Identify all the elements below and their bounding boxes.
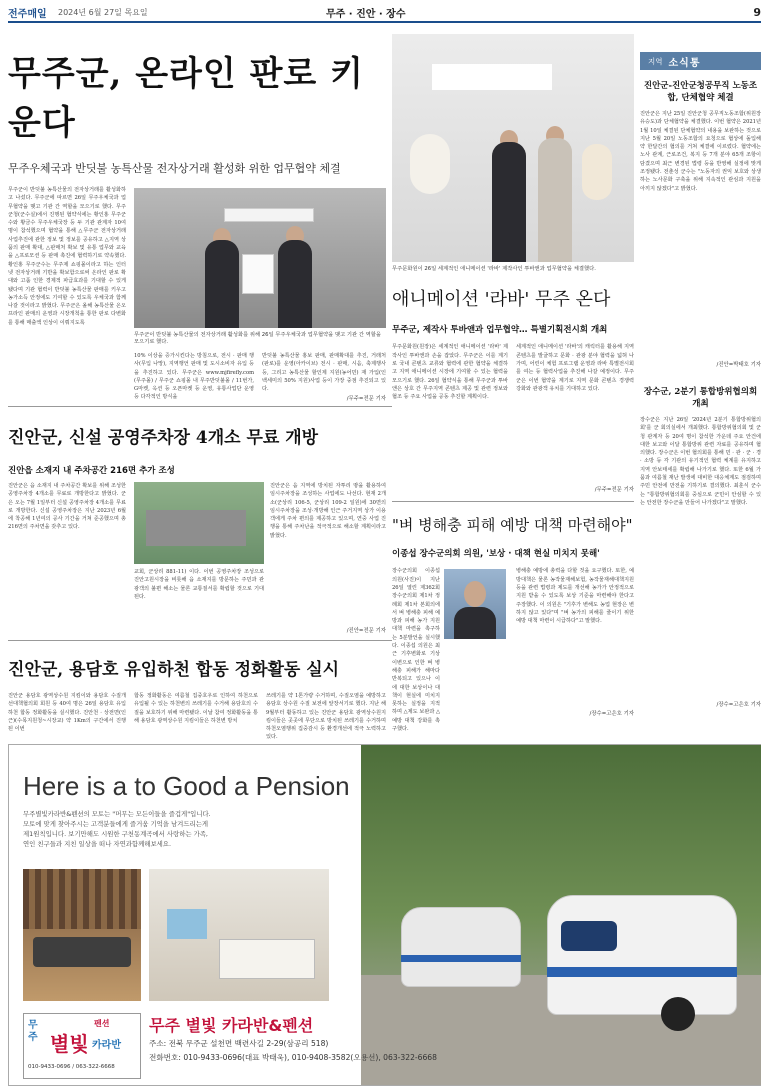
ad-text-line: 연인 친구들과 지친 일상을 떠나 자연과함께해보세요. xyxy=(23,840,172,848)
article4-byline: /장수=고은호 기자 xyxy=(589,711,634,718)
article1-headline: 무주군, 온라인 판로 키운다 xyxy=(8,54,364,143)
pension-logo xyxy=(23,1013,141,1079)
article2-block xyxy=(8,482,392,634)
sidebar-item1-body: 진안군은 지난 25일 진안군청 공무직노동조합(위원장 유승도)과 단체협약을 체결했다. 이번 협약은 2021년 1월 10일 체결된 단체협약의 내용을 보완하는 것으로 지난 5월 20일 노동조합의 요청으로 협상에 돌입해 약 한달간의 협의를 거쳐 체결에 이르렀다. 협약에는 노사 관계, 근로조건, 복지 등 7개 분야 65개 조항이 담겼으며 최근 변경된 법령 등을 반영해 실정에 맞게 조정됐다. 전춘성 군수는 "노동자의 권익 보호와 상생하는 노사문화 구축을 위해 지속적인 관심과 지원을 아끼지 않겠다"고 밝혔다. xyxy=(640,111,761,192)
mou-photo xyxy=(134,188,386,328)
sidebar-tag-big: 소식통 xyxy=(668,57,701,69)
animation-byline: /무주=전문 기자 xyxy=(594,487,634,494)
sidebar-tag-small: 지역 xyxy=(648,56,663,66)
article2-body-3: 교회, 군상리 881-11) 이다. 이번 공영주차장 조성으로 진안고원시장을 비롯해 읍 소재지를 방문하는 주민과 관광객의 불편 해소는 물론 교통질서를 확립할 것으로 기대된다. xyxy=(134,569,264,600)
article3-body-1: 진안군 용담호 광역상수원 지킴이와 용담호 수질개선대책협의회 회원 등 40여 명은 26일 용담호 유입하천 합동 정화활동을 실시했다. 진안천 · 상전면(인근)(수목지원청~시장교) 약 1Km의 구간에서 진행된 이번 xyxy=(8,693,126,733)
caravan-back xyxy=(401,907,521,987)
divider xyxy=(8,406,392,407)
section-title: 무주 · 진안 · 장수 xyxy=(326,8,406,20)
animation-mou-photo xyxy=(392,34,634,262)
article2-body-1: 진안군은 읍 소재지 내 주차공간 확보를 위해 조성한 공영주차장 4개소를 무료로 개방한다고 밝혔다. 군은 오는 7월 1일부터 신설 공영주차장 4개소를 무료로 개방한다. 신설 공영주차장은 지난 2023년 6월에 착공해 1년여의 공사 기간을 거쳐 준공했으며 총 216면의 주차면을 갖추고 있다. xyxy=(8,483,126,531)
councilor-portrait xyxy=(444,569,506,639)
person xyxy=(205,240,239,328)
pension-address: 주소: 전북 무주군 설천면 백련사길 2-29(삼공리 518) xyxy=(149,1039,329,1048)
article2-byline: /진안=전문 기자 xyxy=(346,628,386,634)
article1-byline: /무주=전문 기자 xyxy=(346,396,386,402)
article4-headline: "벼 병해충 피해 예방 대책 마련해야" xyxy=(392,516,633,535)
main-column xyxy=(8,26,392,752)
caravan-window xyxy=(561,921,617,951)
parking-lot-photo xyxy=(134,482,264,564)
publication-name: 전주매일 xyxy=(8,8,47,20)
window xyxy=(167,909,207,939)
article1-block xyxy=(8,186,392,402)
middle-column xyxy=(392,26,634,733)
deck-table xyxy=(33,937,131,967)
ad-text-line: 모토에 맞게 찾아주시는 고객분들에게 즐거움 기억을 남겨드리는게 xyxy=(23,820,209,828)
ad-title: Here is a to Good a Pension xyxy=(23,771,350,801)
wooden-fence xyxy=(23,869,141,929)
person xyxy=(278,240,312,328)
article3-body-3: 쓰레기를 약 1톤가량 수거하며, 수질오염을 예방하고 용담호 상수원 수질 보전에 앞장서기로 했다. 지난 해 9월부터 활동하고 있는 진안군 용담호 광역상수원지킴이들은 곳곳에 무단으로 방치된 쓰레기를 수거하며 하천오염행위 집중감시 등 환경개선에 적극 노력하고 있다. xyxy=(266,693,386,741)
person xyxy=(538,138,572,262)
caravan-stripe xyxy=(547,967,737,977)
ad-text-line: 제1원칙입니다. 보기만해도 시원한 구천동계곡에서 사랑하는 가족, xyxy=(23,830,208,838)
logo-star: 별빛 xyxy=(50,1032,89,1056)
pension-name: 무주 별빛 카라반&펜션 xyxy=(149,1016,314,1035)
mou-photo-caption: 무주군이 반딧불 농특산물의 전자상거래 활성화를 위해 26일 무주우체국과 업무협약을 맺고 기관 간 역할을 모으기로 했다. xyxy=(134,332,381,346)
article4-body-1: 장수군의회 이종섭 의원(사진)이 지난 26일 열린 제362회 장수군의회 제1차 정례회 제1차 본회의에서 벼 병해충 피해 예방과 피해 농가 지원 대책 마련을 촉구하는 5분발언을 실시했다. 이종섭 의원은 최근 기후변화로 기상이변으로 인한 벼 병해충 피해가 해마다 반복되고 있으나 이에 대한 보상이나 대책이 현실에 미치지 못하는 실정을 지적하며 △제도 보완과 △예방 대책 강화를 촉구했다. xyxy=(392,568,441,733)
sidebar-column xyxy=(640,80,761,708)
person xyxy=(454,607,496,639)
sidebar-tag xyxy=(640,52,761,70)
header-rule xyxy=(8,21,761,23)
logo-pension: 펜션 xyxy=(94,1019,110,1028)
animation-body-1: 무주문화원(원장)은 세계적인 애니메이션 '라바' 제작사인 투바앤과 손을 잡았다. 무주군은 이를 계기로 국내 콘텐츠 교류와 협력에 관한 협약을 체결하고 지역 애니메이션 시장에 기여할 수 있는 협력을 모으기로 했다. 26일 협약식을 통해 무주군과 투바앤은 상호 간 무주지역 콘텐츠 제공 및 관련 정보와 협조 등 주요 사업을 공동 추진할 계획이다. xyxy=(392,344,508,401)
sidebar-item2-byline: /장수=고은호 기자 xyxy=(716,702,761,708)
sidebar-item2-body: 장수군은 지난 26일 '2024년 2분기 통합방위협의회'를 군 회의실에서 개최했다. 통합방위협의회 및 군청 관계자 등 20여 명이 참석한 가운데 주요 안건에 대한 보고와 이달 통합방위 관련 자료를 공유하며 협의했다. 장수군은 이번 협의회를 통해 민 · 관 · 군 · 경 · 소방 등 각 기관의 유기적인 협력 체계를 유지하고 지역 안보태세를 확립해 나가기로 했다. 또한 6월 가뭄과 여름철 재난 발생에 대비한 대응체계도 점검하며 주민 안전에 만전을 기하기로 결의했다. 최훈식 군수는 "통합방위협의회를 중심으로 군민이 안심할 수 있는 안전한 장수군을 만들어 나가겠다"고 말했다. xyxy=(640,417,761,506)
event-banner xyxy=(432,64,552,90)
article2-kicker: 진안읍 소재지 내 주차공간 216면 추가 조성 xyxy=(8,466,175,476)
article3-block xyxy=(8,692,392,752)
article4-body-2: 병해충 예방에 총력을 다할 것을 요구했다. 또한, 예방대책은 물론 농작물재해보험, 농작물재해대책지원 등을 관련 법령과 제도를 개선해 농가가 안정적으로 지원 받을 수 있도록 보상 기준을 마련해야 한다고 주장했다. 이 의원은 "기후가 변해도 농업 현장은 변하지 않고 있다"며 "벼 농가의 피해를 줄이기 위한 예방 대책 마련이 시급하다"고 말했다. xyxy=(516,568,634,625)
article2-headline: 진안군, 신설 공영주차장 4개소 무료 개방 xyxy=(8,428,319,448)
animation-headline: 애니메이션 '라바' 무주 온다 xyxy=(392,289,611,311)
divider xyxy=(8,640,392,641)
photo-banner xyxy=(224,208,314,222)
issue-date: 2024년 6월 27일 목요일 xyxy=(58,7,148,17)
logo-caravan: 카라반 xyxy=(92,1040,121,1051)
animation-article-block xyxy=(392,343,634,493)
pension-contact xyxy=(149,1037,437,1065)
interior-photo xyxy=(149,869,329,1001)
animation-body-2: 세계적인 애니메이션 '라바'의 캐릭터를 활용해 지역 콘텐츠를 발굴하고 문화 · 관광 분야 협력을 넓혀 나가며, 어린이 체험 프로그램 운영과 라바 특별전시회를 여는 등 협력사업을 추진해 나갈 예정이다. 무주군은 이번 협약을 계기로 지역 문화 콘텐츠 경쟁력 강화와 관광객 유치를 기대하고 있다. xyxy=(516,344,634,392)
character-figure xyxy=(582,144,612,200)
article3-headline: 진안군, 용담호 유입하천 합동 정화활동 실시 xyxy=(8,660,340,680)
article4-block xyxy=(392,567,634,733)
article1-body-3: 반딧불 농특산물 홍보 판매, 판매확대를 추진, 거래처(판로)를 운영(아카이브) 전시 · 판매, 시음, 축제행사 등, 그리고 농특산물 할인제 지원(농어민) 재 가입(인 백세미의 50% 지원)사업 등이 가장 중점 추진되고 있다. xyxy=(262,353,386,393)
parking-surface xyxy=(146,510,246,546)
sidebar-item2-headline: 장수군, 2분기 통합방위협의회 개최 xyxy=(643,387,758,409)
article1-subhead: 무주우체국과 반딧불 농특산물 전자상거래 활성화 위한 업무협약 체결 xyxy=(8,162,341,175)
deck-photo xyxy=(23,869,141,1001)
pension-advertisement xyxy=(8,744,761,1086)
caravan-stripe xyxy=(401,955,521,962)
article1-body-2: 10% 이상을 증가시킨다는 방침으로, 전시 · 판매 행사(무입 나망), 지역행언 판매 및 도시소비자 유입 등을 추진하고 있다. 무주군은 www.mjfirefly.com (무주몰) / 무주군 쇼핑몰 내 무주반딧불몰 / 11번가, G마켓, 옥션 등 오픈마켓 등 운영, 유통사업단 운영 등 다각적인 방식을 xyxy=(134,353,254,401)
character-figure xyxy=(410,134,450,194)
article3-body-2: 합동 정화활동은 여름철 집중호우로 인하여 하천으로 유입될 수 있는 하천변의 쓰레기를 수거해 용담호의 수질을 보호하기 위해 마련됐다. 이날 참여 정화활동을 통해 용담호 광역상수원 지킴이들은 하천변 방치 xyxy=(134,693,258,724)
page-number: 9 xyxy=(753,5,761,19)
animation-kicker: 무주군, 제작사 투바앤과 업무협약… 특별기획전시회 개최 xyxy=(392,325,608,336)
sidebar-item1-headline: 진안군-진안군청공무직 노동조합, 단체협약 체결 xyxy=(643,81,758,103)
caravan-front xyxy=(547,895,737,1015)
agreement-document xyxy=(242,254,274,294)
caravan-wheel xyxy=(661,997,695,1031)
pension-phone: 전화번호: 010-9433-0696(대표 박태욱), 010-9408-3582(오용선), 063-322-6668 xyxy=(149,1053,437,1062)
ad-text-line: 무주별빛카라반&펜션의 모토는 "머무는 모든이들을 즐겁게"입니다. xyxy=(23,810,211,818)
bed xyxy=(219,939,315,979)
ad-description xyxy=(23,809,353,849)
animation-photo-caption: 무주문화원이 26일 세계적인 애니메이션 '라바' 제작사인 투바앤과 업무협약을 체결했다. xyxy=(392,266,596,272)
article4-kicker: 이종섭 장수군의회 의원, '보상 · 대책 현실 미치지 못해' xyxy=(392,549,600,560)
logo-phone: 010-9433-0696 / 063-322-6668 xyxy=(28,1064,115,1070)
logo-region: 무주 xyxy=(28,1020,38,1043)
article1-body-1: 무주군이 반딧불 농특산물의 전자상거래를 활성화하고 나섰다. 무주군에 따르면 26일 무주우체국과 업무협약을 맺고 기관 간 역할을 모으기로 했다. 무주군청(군수실)에서 진행된 협약식에는 황인홍 무주군수와 황금수 무주우체국장 등 두 기관 관계자 10여 명이 참석했으며 협약을 통해 △무주군 전자상거래 사업추진에 관한 정보 및 정보를 공유하고 △지역 상품의 판매 확대, △판매처 확보 및 유통 업무와 교육을 △프로모션 등 판매 촉진에 협력하기로 약속했다. 황인홍 무주군수는 무주제 쇼핑몰이라고 하는 인터넷 전자상거래 기반을 확보함으로써 온라인 판로 확대와 고품 인한 경제적 파급효과를 기대할 수 있게 됐다며 기관 협력이 반딧불 농특산물 판매를 키우고 농가소득 안정에도 기여할 수 있도록 우체국과 함께 나갈 것이라고 밝혔다. 무주군은 올해 농특산물 온오프라인 판매의 운영과 시장개척을 통한 판로 다변화를 통해 매출액 인상이 이뤄지도록 xyxy=(8,187,126,326)
page-header xyxy=(8,4,761,20)
sidebar-item1-byline: /진안=박태호 기자 xyxy=(716,362,761,368)
person-head xyxy=(464,581,486,607)
article2-body-4: 진안군은 읍 지역에 방치된 자투리 땅을 활용하여 임시주차장을 조성하는 사업에도 나선다. 현재 2개소(군상리 106-5, 군상리 109-2 일원)에 30면의 임시주차장을 조성·개방해 인근 주거지역 상가 이용객에게 주차 편의를 제공하고 있으며, 연중 사업 진행을 통해 주차난을 적극적으로 해소할 계획이라고 밝혔다. xyxy=(270,483,386,539)
person xyxy=(492,142,526,262)
divider xyxy=(392,501,634,502)
caravan-photo xyxy=(361,745,761,1085)
